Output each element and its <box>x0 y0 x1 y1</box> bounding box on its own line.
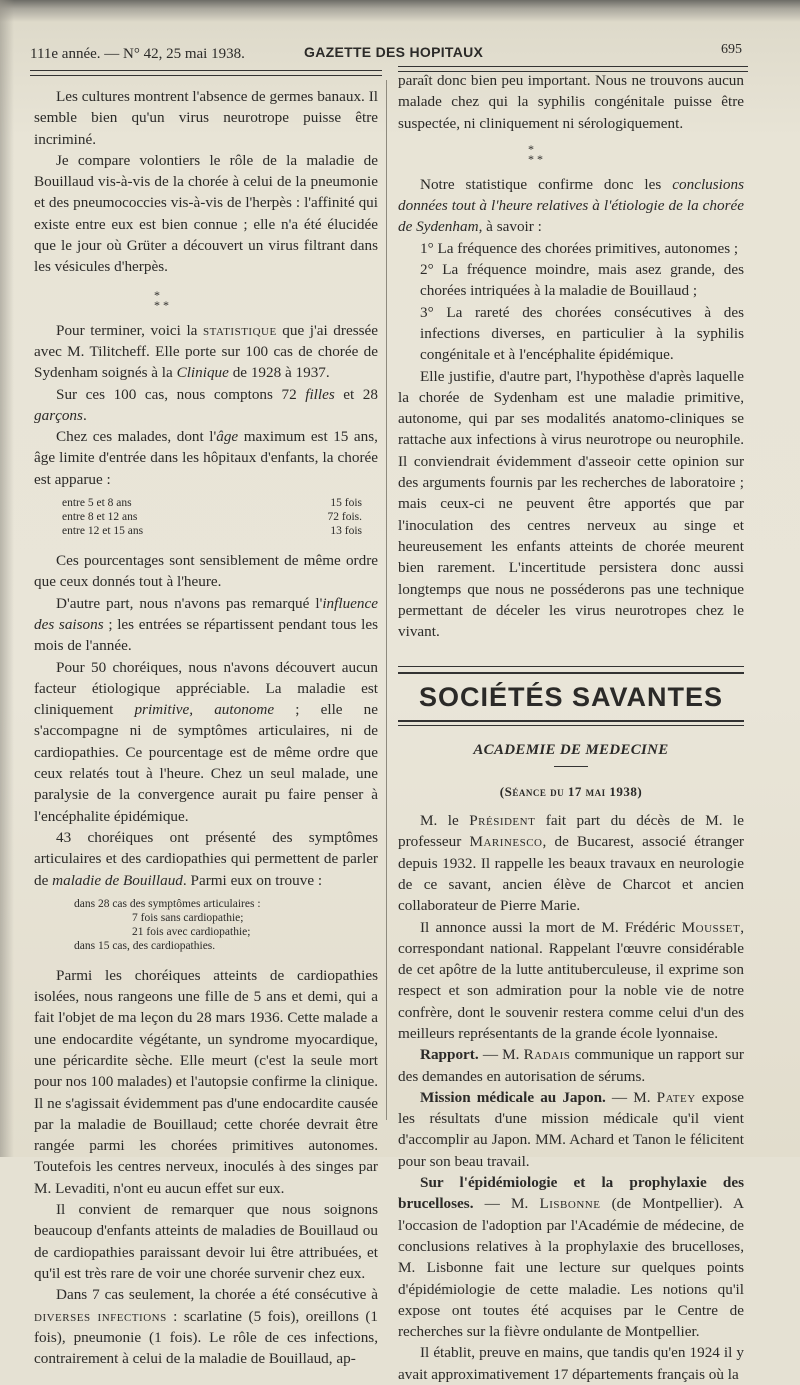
session-date: (Séance du 17 mai 1938) <box>499 783 643 799</box>
header-rule-left <box>30 70 382 76</box>
page-header <box>30 42 742 68</box>
paragraph: Il annonce aussi la mort de M. Frédéric Mousset, correspondant national. Rappelant l'œuvre considérable de cet apôtre de la lutte antituberculeuse, il exprime son respect et son admiration pour la noble vie de notre confrère, dont le souvenir restera comme celui d'un des meilleurs représentants de la grande école lyonnaise. <box>398 918 744 1042</box>
column-divider <box>386 80 387 1120</box>
edition-line: 111e année. — N° 42, 25 mai 1938. <box>30 46 245 62</box>
scan-shadow-left <box>0 0 14 1157</box>
paragraph: Sur l'épidémiologie et la prophylaxie des brucelloses. — M. Lisbonne (de Montpellier). A l'occasion de l'adoption par l'Académie de médecine, de conclusions relatives à la prophylaxie des brucelloses, M. Lisbonne fait une lecture sur quelques points d'épidémiologie de cette maladie. Les notions qu'il expose ont toutes été acquises par le Centre de recherches sur la fièvre ondulante de Montpellier. <box>398 1174 744 1341</box>
list-item: dans 28 cas des symptômes articulaires : <box>74 897 261 910</box>
articular-breakdown <box>74 897 378 953</box>
paragraph: paraît donc bien peu important. Nous ne trouvons aucun malade chez qui la syphilis congénitale puisse être suspectée, ni cliniquement ni sérologiquement. <box>398 72 744 132</box>
paragraph: Mission médicale au Japon. — M. Patey expose les résultats d'une mission médicale qu'il vient d'accomplir au Japon. MM. Achard et Tanon le félicitent pour son beau travail. <box>398 1088 744 1170</box>
left-column <box>34 86 378 1369</box>
paragraph: Les cultures montrent l'absence de germes banaux. Il semble bien qu'un virus neurotrope puisse être incriminé. <box>34 88 378 148</box>
table-row: entre 8 et 12 ans 72 fois. <box>62 511 362 524</box>
paragraph: Elle justifie, d'autre part, l'hypothèse d'après laquelle la chorée de Sydenham est une maladie primitive, autonome, qui par ses modalités anatomo-cliniques se rattache aux infections à virus neurotrope ou neurophile. Il conviendrait évidemment d'asseoir cette opinion sur des arguments fournis par les recherches de laboratoire ; mais ceux-ci ne peuvent être apportés que par l'inoculation des centres nerveux au singe et heureusement les enfants atteints de chorée meurent bien rarement. L'incertitude persistera donc aussi longtemps que nous ne posséderons pas une technique permettant de déceler les virus neurotropes chez le vivant. <box>398 367 744 641</box>
paragraph: Pour 50 choréiques, nous n'avons découvert aucun facteur étiologique appréciable. La maladie est cliniquement primitive, autonome ; elle ne s'accompagne ni de symptômes articulaires, ni de cardiopathies. Ce pourcentage est de même ordre que ceux relatés tout à l'heure. Chez un seul malade, une paralysie de la convergence aurait pu faire penser à l'encéphalite épidémique. <box>34 658 378 825</box>
table-row: entre 5 et 8 ans 15 fois <box>62 497 362 510</box>
right-column <box>398 70 744 1385</box>
paragraph: Rapport. — M. Radais communique un rapport sur des demandes en autorisation de sérums. <box>398 1046 744 1085</box>
paragraph: D'autre part, nous n'avons pas remarqué l'influence des saisons ; les entrées se répartissent pendant tous les mois de l'année. <box>34 594 379 655</box>
list-item: 7 fois sans cardiopathie; <box>132 911 244 924</box>
conclusion-list <box>398 238 744 366</box>
paragraph: M. le Président fait part du décès de M. le professeur Marinesco, de Bucarest, associé étranger depuis 1932. Il rappelle les beaux travaux en neurologie de ce savant, ancien élève de Charcot et ancien collaborateur de Pierre Marie. <box>398 812 744 915</box>
paragraph: Pour terminer, voici la statistique que j'ai dressée avec M. Tilitcheff. Elle porte sur 100 cas de chorée de Sydenham soignés à la Clinique de 1928 à 1937. <box>34 321 378 382</box>
paragraph: Il convient de remarquer que nous soignons beaucoup d'enfants atteints de maladies de Bouillaud ou de cardiopathies paraissant devoir lui être attribuées, et qu'il est très rare de voir une chorée survenir chez eux. <box>34 1201 378 1282</box>
scan-shadow-top <box>0 0 800 22</box>
paragraph: Il établit, preuve en mains, que tandis qu'en 1924 il y avait approximativement 17 départements français où la <box>398 1344 744 1383</box>
section-title: SOCIÉTÉS SAVANTES <box>418 682 724 713</box>
section-rule <box>398 666 744 674</box>
asterism: * * * <box>154 287 169 312</box>
journal-title: GAZETTE DES HOPITAUX <box>304 44 484 60</box>
list-item: 2° La fréquence moindre, mais asez grande, des chorées intriquées à la maladie de Bouillaud ; <box>420 261 744 300</box>
paragraph: Ces pourcentages sont sensiblement de même ordre que ceux donnés tout à l'heure. <box>34 552 378 591</box>
list-item: 21 fois avec cardiopathie; <box>132 925 251 938</box>
paragraph: Notre statistique confirme donc les conclusions données tout à l'heure relatives à l'étiologie de la chorée de Sydenham, à savoir : <box>398 175 744 236</box>
table-row: entre 12 et 15 ans 13 fois <box>62 525 362 538</box>
list-item: dans 15 cas, des cardiopathies. <box>74 939 216 952</box>
paragraph: Parmi les choréiques atteints de cardiopathies isolées, nous rangeons une fille de 5 ans et demi, qui a fait l'objet de ma leçon du 28 mars 1936. Cette malade a une endocardite végétante, un syndrome myocardique, une péricardite sèche. Elle meurt (c'est la seule mort pour nos 100 malades) et l'autopsie confirme la clinique. Il ne s'agissait évidemment pas d'une endocardite causée par la maladie de Bouillaud; cette chorée devrait être rangée parmi les chorées primitives autonomes. Toutefois les centres nerveux, inoculés à des singes par M. Levaditi, n'ont eu aucun effet sur eux. <box>34 966 378 1197</box>
page-number: 695 <box>721 42 742 57</box>
paragraph: Chez ces malades, dont l'âge maximum est 15 ans, âge limite d'entrée dans les hôpitaux d'enfants, la chorée est apparue : <box>34 428 378 488</box>
list-item: 1° La fréquence des chorées primitives, autonomes ; <box>420 239 739 257</box>
list-item: 3° La rareté des chorées consécutives à des infections diverses, en particulier à la syphilis congénitale et à l'encéphalite épidémique. <box>420 303 744 364</box>
academy-heading: ACADEMIE DE MEDECINE <box>473 742 669 759</box>
paragraph: Je compare volontiers le rôle de la maladie de Bouillaud vis-à-vis de la chorée à celui de la pneumonie et des pneumococcies vis-à-vis de l'herpès : l'affinité qui existe entre eux est bien connue ; elle n'a été élucidée que le jour où Grüter a découvert un virus filtrant dans les vésicules d'herpès. <box>34 151 378 276</box>
paragraph: Sur ces 100 cas, nous comptons 72 filles et 28 garçons. <box>34 385 378 424</box>
section-rule <box>398 720 744 726</box>
age-table <box>62 496 362 538</box>
asterism: * * * <box>528 141 543 166</box>
short-rule <box>554 766 588 767</box>
paragraph: 43 choréiques ont présenté des symptômes articulaires et des cardiopathies qui permettent de parler de maladie de Bouillaud. Parmi eux on trouve : <box>34 828 378 889</box>
paragraph: Dans 7 cas seulement, la chorée a été consécutive à diverses infections : scarlatine (5 fois), oreillons (1 fois), pneumonie (1 fois). Le rôle de ces infections, contrairement à celui de la maladie de Bouillaud, ap- <box>34 1286 378 1368</box>
